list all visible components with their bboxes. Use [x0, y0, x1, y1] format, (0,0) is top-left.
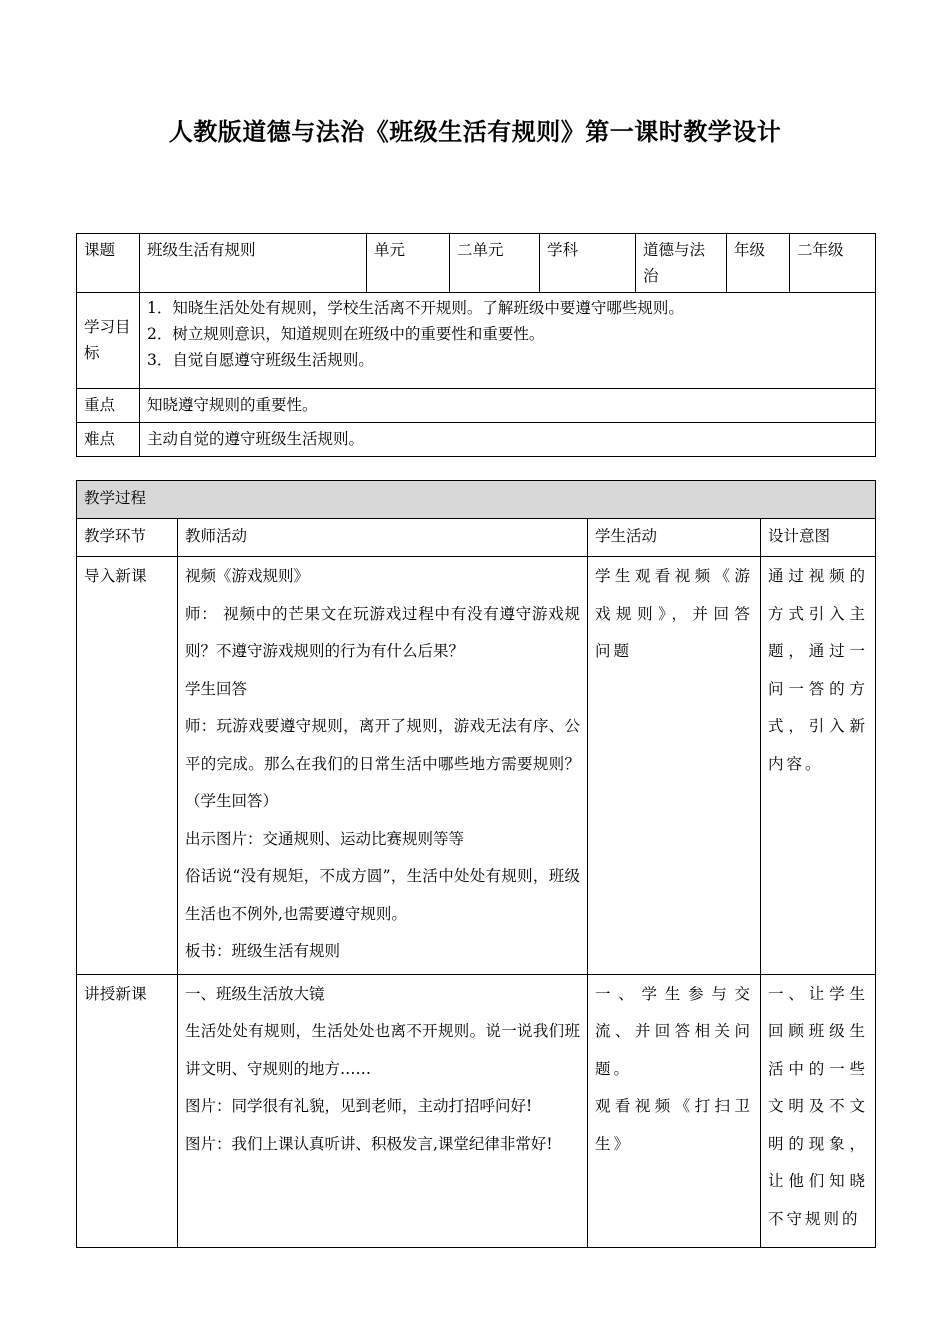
info-row-basic: [77, 234, 876, 293]
teacher-activity-cell: [178, 557, 588, 975]
info-row-goals: [77, 293, 876, 389]
process-row-intro: [77, 557, 876, 975]
label-subject: 学科: [540, 234, 636, 293]
label-goals: 学习目标: [77, 293, 140, 389]
process-header-row: [77, 481, 876, 519]
column-header: 学生活动: [588, 519, 761, 557]
goal-item: 1．知晓生活处处有规则，学校生活离不开规则。了解班级中要遵守哪些规则。: [147, 299, 684, 317]
process-header: 教学过程: [77, 481, 876, 519]
key-point-value: 知晓遵守规则的重要性。: [140, 389, 876, 423]
unit-value: 二单元: [450, 234, 540, 293]
process-row-new-lesson: [77, 974, 876, 1247]
subject-value: 道德与法治: [636, 234, 727, 293]
design-intent-cell: 通过视频的方式引入主题，通过一问一答的方式，引入新内容。: [761, 557, 876, 975]
topic-value: 班级生活有规则: [140, 234, 367, 293]
teacher-paragraph: 生活处处有规则，生活处处也离不开规则。说一说我们班讲文明、守规则的地方……: [185, 1022, 580, 1078]
teacher-paragraph: 俗话说“没有规矩，不成方圆”，生活中处处有规则，班级生活也不例外,也需要遵守规则。: [185, 867, 580, 923]
teacher-paragraph: 师： 视频中的芒果文在玩游戏过程中有没有遵守游戏规则？不遵守游戏规则的行为有什么后果？: [185, 604, 580, 660]
info-row-difficulty: [77, 423, 876, 457]
goal-item: 3．自觉自愿遵守班级生活规则。: [147, 351, 374, 369]
label-difficulty: 难点: [77, 423, 140, 457]
teacher-paragraph: 板书：班级生活有规则: [185, 942, 341, 960]
goals-list: [140, 293, 876, 389]
stage-cell: 导入新课: [77, 557, 178, 975]
column-header: 设计意图: [761, 519, 876, 557]
process-column-headers: [77, 519, 876, 557]
label-topic: 课题: [77, 234, 140, 293]
teaching-process-table: [76, 480, 876, 1248]
teacher-activity-cell: [178, 974, 588, 1247]
lesson-info-table: [76, 233, 876, 457]
label-unit: 单元: [367, 234, 450, 293]
info-row-key: [77, 389, 876, 423]
teacher-paragraph: 一、班级生活放大镜: [185, 984, 325, 1003]
document-title: 人教版道德与法治《班级生活有规则》第一课时教学设计: [168, 118, 782, 146]
teacher-paragraph: 图片：同学很有礼貌，见到老师，主动打招呼问好!: [185, 1097, 533, 1115]
teacher-paragraph: 师：玩游戏要遵守规则，离开了规则，游戏无法有序、公平的完成。那么在我们的日常生活中哪些地方需要规则？（学生回答）: [185, 717, 580, 810]
teacher-paragraph: 图片：我们上课认真听讲、积极发言,课堂纪律非常好!: [185, 1134, 553, 1153]
goal-item: 2．树立规则意识，知道规则在班级中的重要性和重要性。: [147, 325, 545, 343]
teacher-paragraph: 学生回答: [185, 679, 248, 698]
difficulty-value: 主动自觉的遵守班级生活规则。: [140, 423, 876, 457]
grade-value: 二年级: [790, 234, 876, 293]
stage-cell: 讲授新课: [77, 974, 178, 1247]
design-intent-cell: 一、让学生回顾班级生活中的一些文明及不文明的现象，让他们知晓不守规则的: [761, 974, 876, 1247]
label-grade: 年级: [727, 234, 790, 293]
student-activity-cell: [588, 974, 761, 1247]
student-activity-cell: 学生观看视频《游戏规则》，并回答问题: [588, 557, 761, 975]
student-paragraph: 一、学生参与交流、并回答相关问题。: [595, 984, 753, 1078]
student-paragraph: 观看视频《打扫卫生》: [595, 1097, 753, 1153]
teacher-paragraph: 出示图片：交通规则、运动比赛规则等等: [185, 829, 465, 848]
column-header: 教师活动: [178, 519, 588, 557]
teacher-paragraph: 视频《游戏规则》: [185, 567, 310, 585]
label-key: 重点: [77, 389, 140, 423]
column-header: 教学环节: [77, 519, 178, 557]
